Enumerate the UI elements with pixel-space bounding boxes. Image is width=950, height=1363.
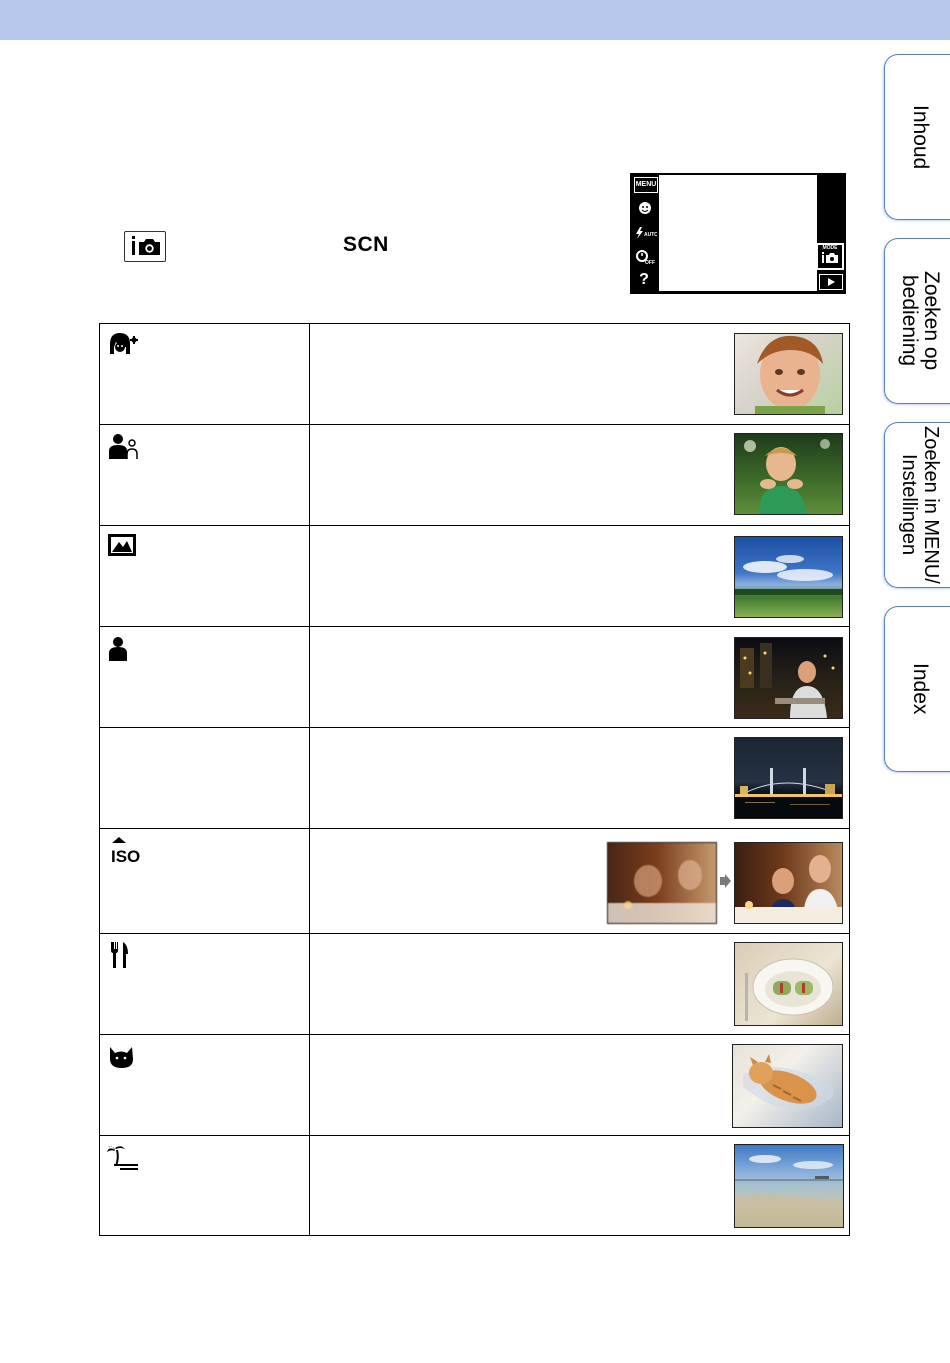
landscape-icon [106, 532, 140, 562]
high-sensitivity-icon [106, 835, 140, 865]
help-icon[interactable]: ? [639, 271, 649, 288]
scn-label: SCN [343, 233, 389, 256]
scene-mode-table [99, 323, 850, 1236]
pet-icon [106, 1041, 140, 1071]
table-row [100, 525, 849, 627]
svg-text:OFF: OFF [645, 260, 655, 265]
table-row [100, 1034, 849, 1136]
camera-viewfinder [659, 175, 817, 291]
tab-inhoud[interactable] [884, 54, 950, 220]
arrow-icon [719, 874, 731, 893]
intelligent-auto-small-icon [821, 251, 839, 264]
self-timer-off-icon[interactable] [635, 249, 657, 265]
mode-button[interactable] [816, 243, 844, 270]
intelligent-auto-icon [124, 231, 166, 262]
pet-photo [732, 1044, 843, 1128]
menu-icon[interactable]: MENU [634, 177, 658, 193]
tab-zoeken-op-bediening[interactable] [884, 238, 950, 404]
header-bar [0, 0, 950, 40]
soft-skin-photo [734, 333, 843, 415]
face-detection-icon[interactable] [638, 201, 652, 215]
iso-label: ISO [111, 847, 140, 865]
table-row [100, 828, 849, 934]
svg-text:AUTO: AUTO [644, 232, 657, 238]
night-portrait-photo [734, 637, 843, 719]
beach-icon [106, 1142, 140, 1172]
tab-index-label: Index [909, 663, 932, 715]
tab-zoeken-op-bediening-label: Zoeken op bediening [898, 271, 943, 371]
camera-screen [630, 173, 846, 294]
soft-snap-photo [734, 433, 843, 515]
flash-auto-icon[interactable] [635, 226, 657, 240]
gourmet-icon [106, 940, 140, 970]
table-row [100, 1135, 849, 1236]
beach-photo [734, 1144, 844, 1228]
table-row [100, 626, 849, 728]
table-row [100, 933, 849, 1035]
night-portrait-icon [106, 633, 140, 663]
tab-zoeken-in-menu-label: Zoeken in MENU/ Instellingen [898, 426, 942, 584]
sharp-dinner-photo [734, 842, 843, 924]
soft-skin-icon [106, 330, 140, 360]
soft-snap-icon [106, 431, 140, 461]
night-scene-icon [106, 734, 140, 764]
night-scene-photo [734, 737, 843, 819]
table-row [100, 324, 849, 424]
tab-index[interactable] [884, 606, 950, 772]
tab-zoeken-in-menu[interactable] [884, 422, 950, 588]
table-row [100, 727, 849, 829]
mode-label: MODE [822, 245, 838, 251]
tab-inhoud-label: Inhoud [909, 104, 932, 170]
gourmet-photo [734, 942, 843, 1026]
blurred-dinner-photo [607, 842, 717, 924]
playback-button[interactable] [819, 274, 843, 290]
table-row [100, 424, 849, 526]
landscape-photo [734, 536, 843, 618]
